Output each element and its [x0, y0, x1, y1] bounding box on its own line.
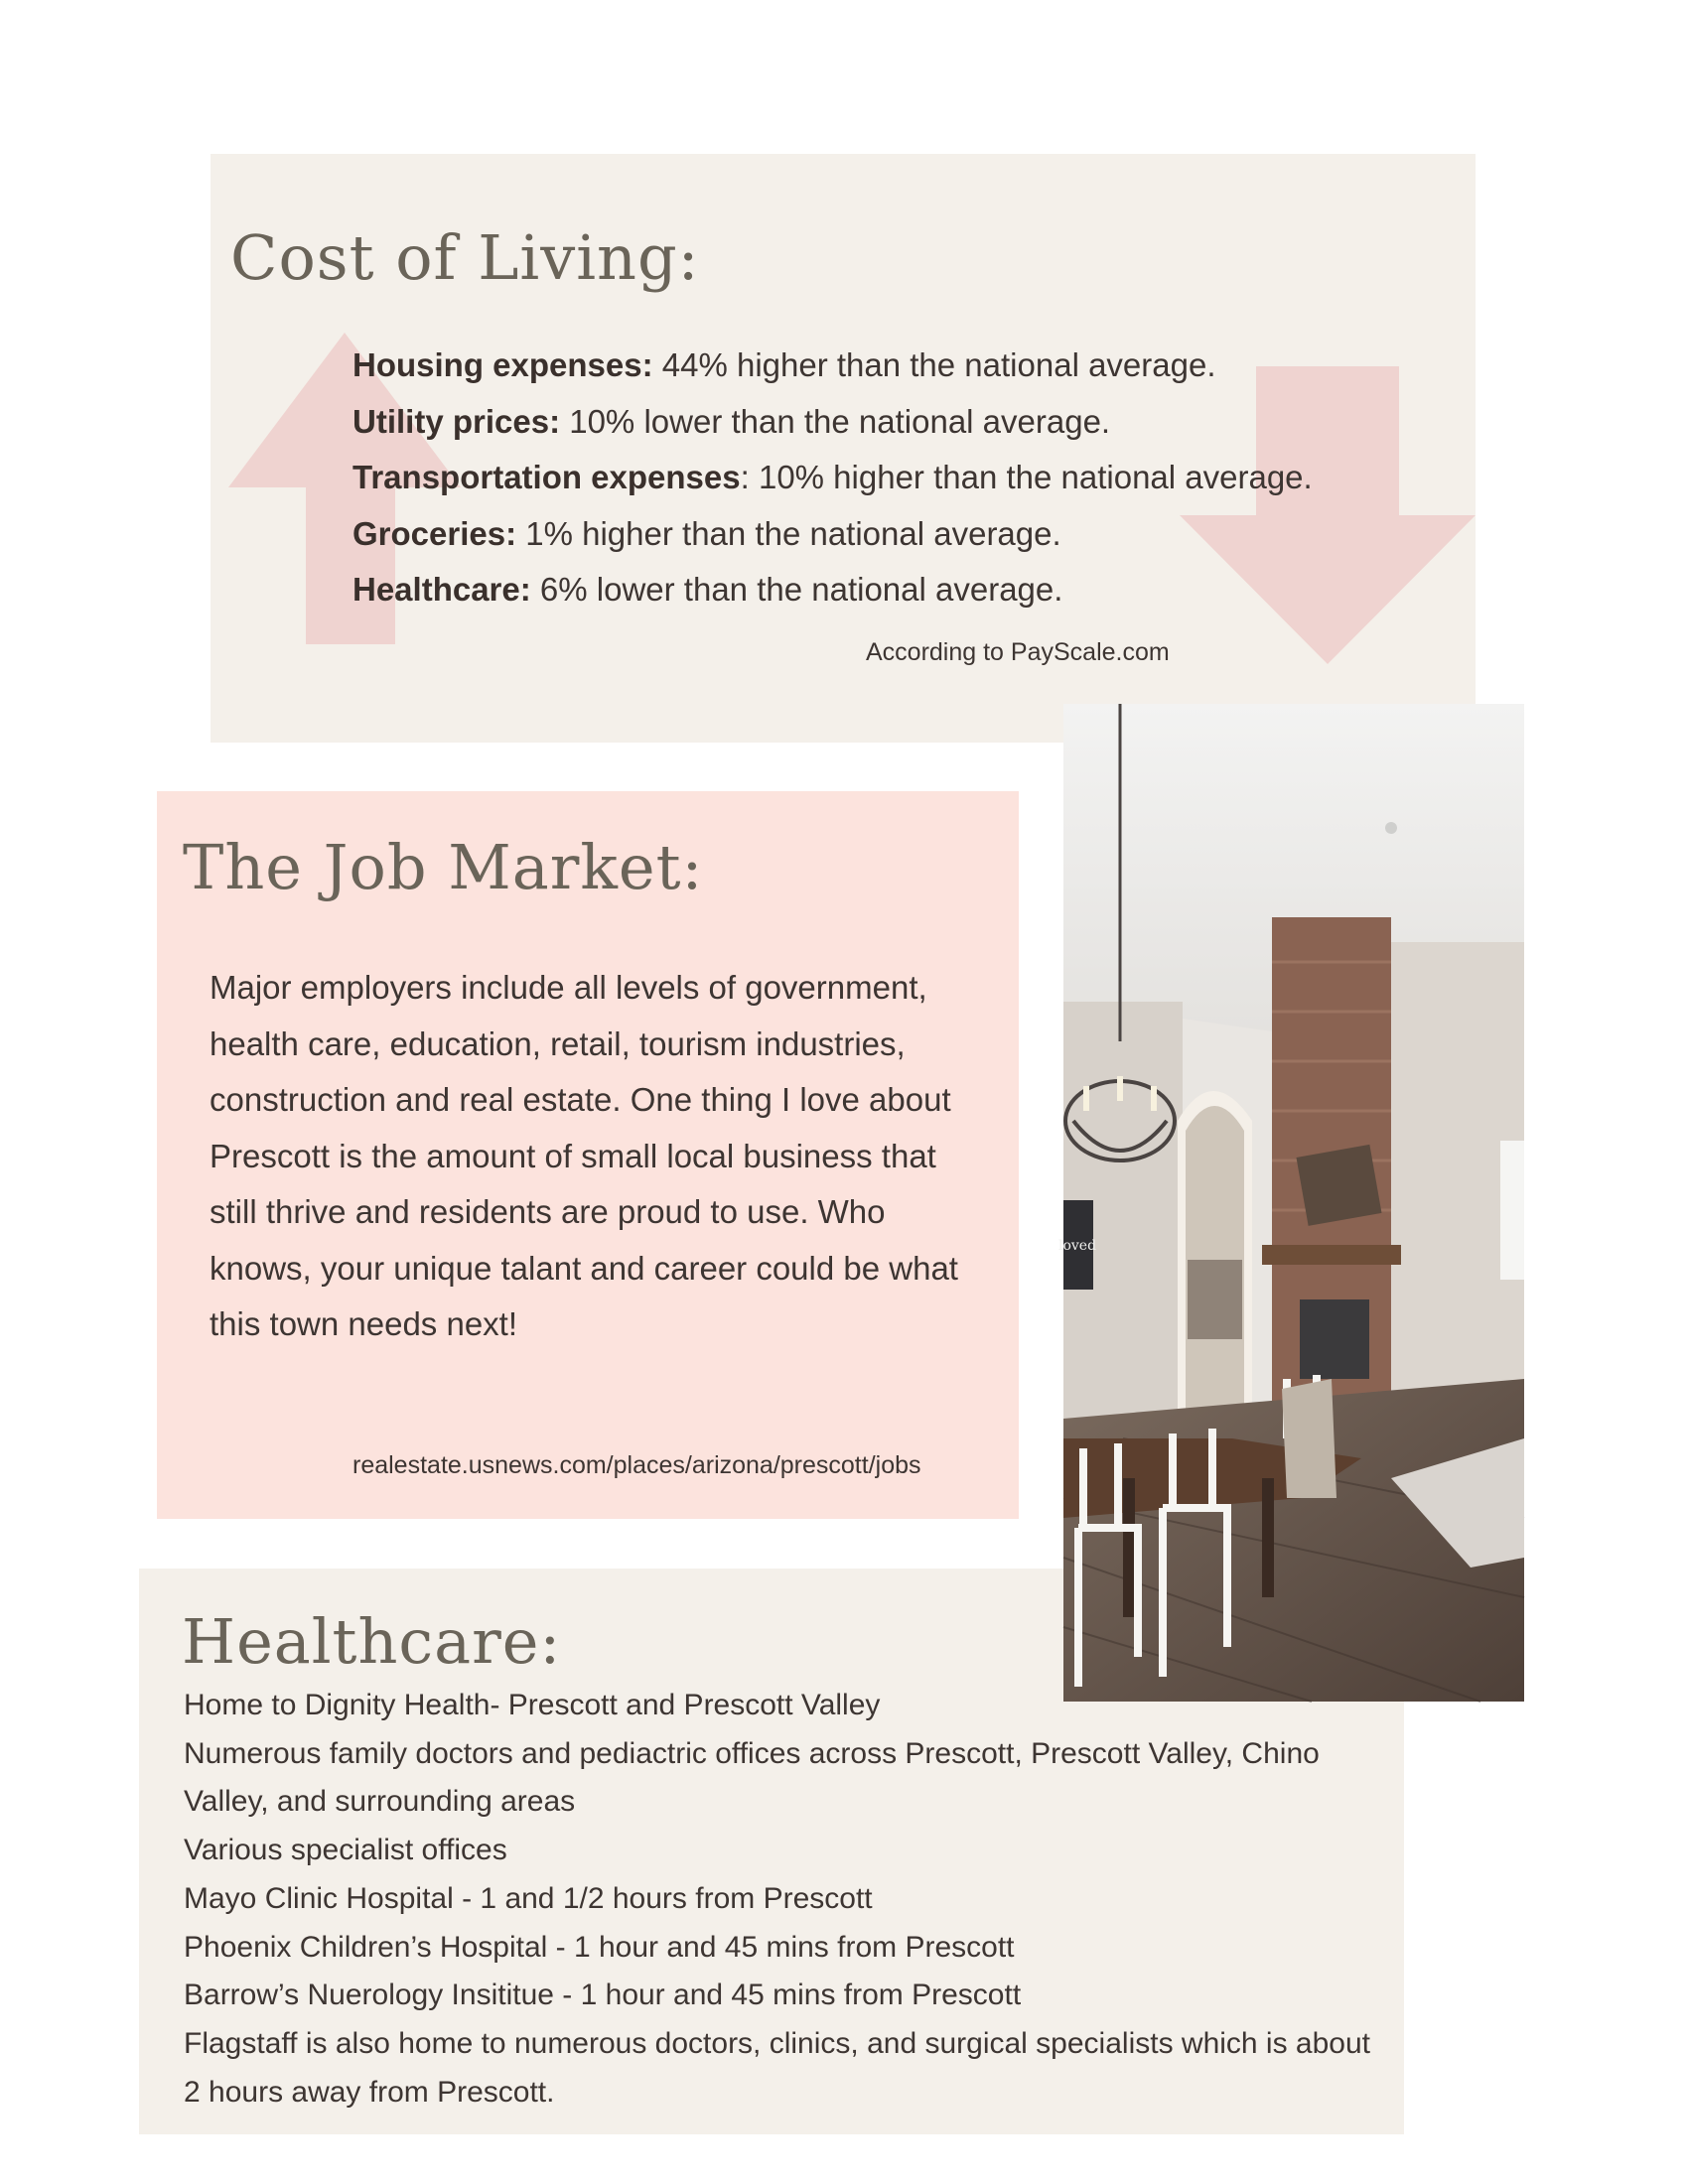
cost-item-label: Groceries:	[352, 514, 517, 552]
cost-item-text: 1% higher than the national average.	[516, 514, 1061, 552]
cost-item-label: Healthcare:	[352, 571, 531, 608]
healthcare-item: Various specialist offices	[184, 1834, 507, 1867]
dining-room-photo	[1057, 704, 1524, 1702]
healthcare-list	[184, 1682, 1375, 2116]
healthcare-item: Mayo Clinic Hospital - 1 and 1/2 hours from Prescott	[184, 1881, 873, 1915]
job-market-panel	[157, 791, 1019, 1519]
healthcare-item: Phoenix Children’s Hospital - 1 hour and 45 mins from Prescott	[184, 1930, 1015, 1964]
cost-of-living-source: According to PayScale.com	[866, 638, 1170, 666]
cost-of-living-panel	[211, 154, 1476, 743]
healthcare-item: Numerous family doctors and pediactric offices across Prescott, Prescott Valley, Chino Valley, and surrounding areas	[184, 1736, 1320, 1819]
job-market-heading: The Job Market:	[183, 831, 704, 903]
healthcare-item: Barrow’s Nuerology Insititue - 1 hour and 45 mins from Prescott	[184, 1979, 1022, 2012]
dining-room-photo-illustration	[1057, 704, 1524, 1702]
cost-of-living-heading: Cost of Living:	[230, 221, 700, 294]
cost-item-groceries	[352, 506, 1465, 563]
cost-item-label: Utility prices:	[352, 402, 561, 440]
cost-item-text: 44% higher than the national average.	[652, 346, 1216, 383]
cost-item-utility	[352, 394, 1465, 451]
cost-item-label: Transportation expenses	[352, 459, 741, 495]
sign-text: loved	[1057, 1238, 1097, 1254]
healthcare-item: Home to Dignity Health- Prescott and Prescott Valley	[184, 1689, 881, 1721]
cost-item-housing	[352, 338, 1465, 394]
cost-item-label: Housing expenses:	[352, 346, 653, 383]
cost-item-text: : 10% higher than the national average.	[740, 459, 1313, 495]
job-market-source: realestate.usnews.com/places/arizona/prescott/jobs	[352, 1451, 921, 1479]
healthcare-heading: Healthcare:	[182, 1605, 562, 1678]
cost-item-text: 10% lower than the national average.	[560, 402, 1111, 440]
cost-item-transportation	[352, 450, 1465, 506]
cost-item-healthcare	[352, 562, 1465, 618]
healthcare-item: Flagstaff is also home to numerous doctors, clinics, and surgical specialists which is about 2 hours away from Prescott.	[184, 2026, 1371, 2109]
cost-of-living-list	[352, 338, 1465, 618]
job-market-body: Major employers include all levels of government, health care, education, retail, tourism industries, construction and real estate. One thing I love about Prescott is the amount of small local business that still thrive and residents are proud to use. Who knows, your unique talant and career could be what this town needs next!	[210, 969, 958, 1342]
cost-item-text: 6% lower than the national average.	[530, 571, 1063, 608]
